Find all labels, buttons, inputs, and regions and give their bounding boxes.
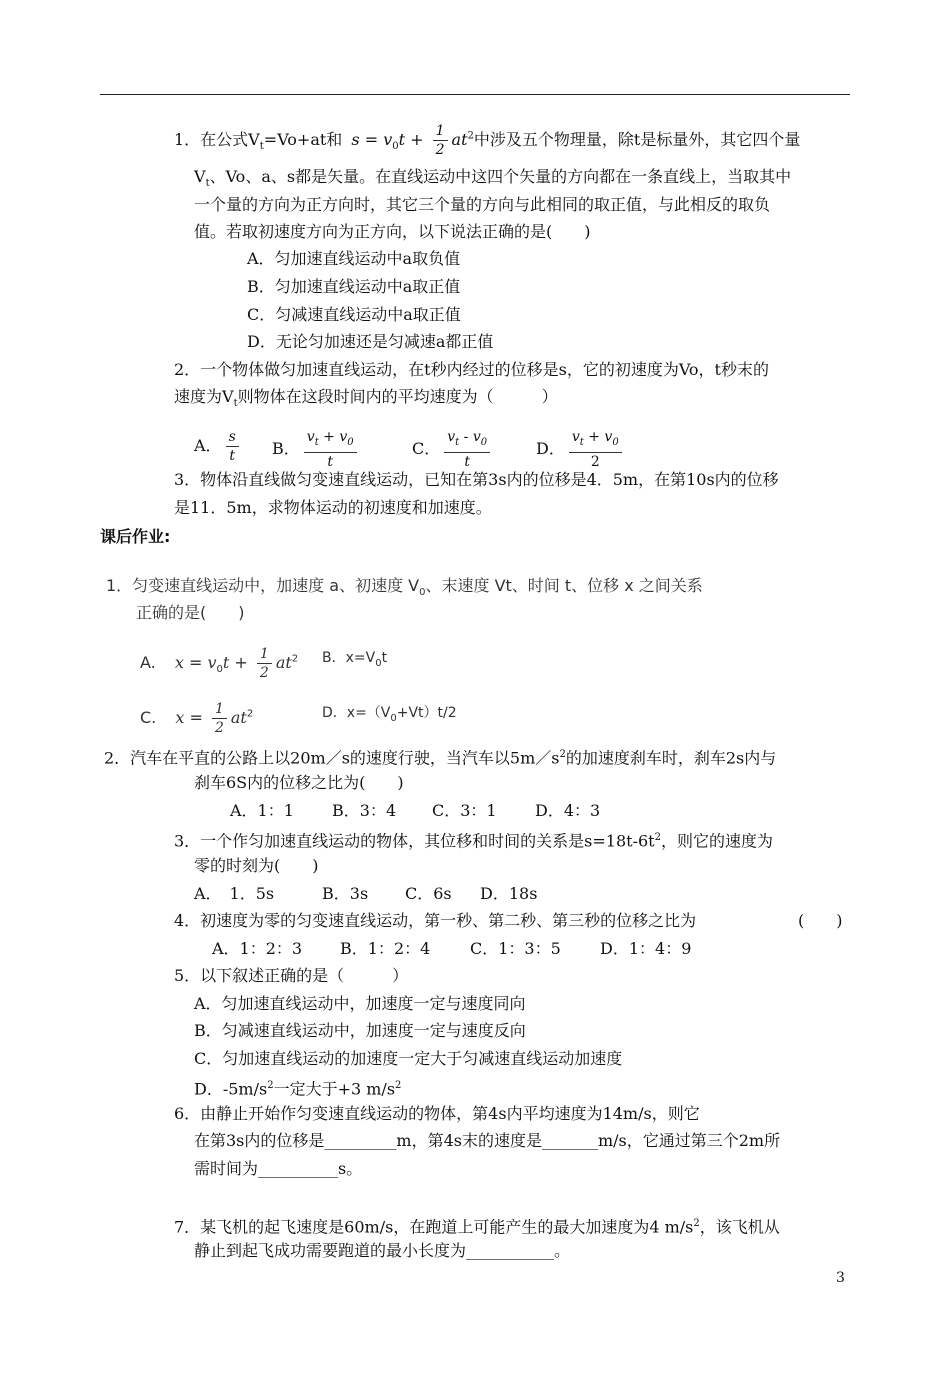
q2-line-2: 速度为$V_t$则物体在这段时间内的平均速度为（ ）: [174, 387, 558, 410]
hw4-answer-paren: ( ): [798, 911, 843, 930]
hw4-option-d: D．1：4：9: [600, 939, 692, 958]
hw1-line-2: 正确的是( ): [136, 603, 245, 622]
q1-option-b: B．匀加速直线运动中a取正值: [247, 277, 461, 296]
q2-option-c: C． $\frac{v_t - v_0}{t}$: [412, 428, 494, 471]
hw5-option-b: B．匀减速直线运动中，加速度一定与速度反向: [194, 1021, 526, 1040]
homework-heading: 课后作业:: [100, 527, 171, 546]
hw7-line-1: 7．某飞机的起飞速度是60m/s，在跑道上可能产生的最大加速度为4 $m/s^2$，该飞机从: [174, 1217, 780, 1237]
q3-line-2: 是11．5m，求物体运动的初速度和加速度。: [174, 498, 492, 517]
hw2-option-c: C．3：1: [432, 801, 497, 820]
hw6-line-1: 6．由静止开始作匀变速直线运动的物体，第4s内平均速度为14m/s，则它: [174, 1104, 700, 1123]
hw4-line-1: 4．初速度为零的匀变速直线运动，第一秒、第二秒、第三秒的位移之比为: [174, 911, 697, 930]
q2-line-1: 2．一个物体做匀加速直线运动，在t秒内经过的位移是s，它的初速度为Vo，t秒末的: [174, 360, 769, 379]
hw2-option-b: B．3：4: [332, 801, 397, 820]
hw6-line-2: 在第3s内的位移是_________m，第4s末的速度是_______m/s，它通过第三个2m所: [194, 1131, 781, 1150]
hw5-option-a: A．匀加速直线运动中，加速度一定与速度同向: [194, 994, 526, 1013]
hw1-option-d: D．$x=(V_0+Vt)t/2$: [322, 705, 457, 724]
q2-option-b: B． $\frac{v_t + v_0}{t}$: [272, 428, 361, 471]
q2-option-d: D． $\frac{v_t + v_0}{2}$: [536, 428, 626, 471]
q1-option-c: C．匀减速直线运动中a取正值: [247, 305, 461, 324]
q1-option-a: A．匀加速直线运动中a取负值: [247, 249, 461, 268]
q2-option-a: A． $\frac{s}{t}$: [194, 428, 243, 465]
q3-line-1: 3．物体沿直线做匀变速直线运动，已知在第3s内的位移是4．5m，在第10s内的位移: [174, 470, 779, 489]
q1-option-d: D．无论匀加速还是匀减速a都正值: [247, 332, 494, 351]
hw3-option-b: B．3s: [322, 884, 369, 903]
hw2-line-1: 2．汽车在平直的公路上以20m／s的速度行驶，当汽车以$5m/s^2$的加速度刹车时，刹车2s内与: [104, 748, 777, 768]
hw5-option-d: D．$-5m/s^2$一定大于+3 $m/s^2$: [194, 1079, 402, 1099]
hw3-option-d: D．18s: [480, 884, 538, 903]
hw6-line-3: 需时间为__________s。: [194, 1159, 363, 1178]
hw3-option-a: A． 1．5s: [194, 884, 275, 903]
hw2-option-a: A．1：1: [230, 801, 294, 820]
hw3-line-2: 零的时刻为( ): [194, 856, 319, 875]
hw3-option-c: C．6s: [405, 884, 452, 903]
hw7-line-2: 静止到起飞成功需要跑道的最小长度为___________。: [194, 1241, 571, 1260]
q1-line-3: 一个量的方向为正方向时，其它三个量的方向与此相同的取正值，与此相反的取负: [194, 195, 771, 214]
q1-line-4: 值。若取初速度方向为正方向，以下说法正确的是( ): [194, 222, 591, 241]
hw1-option-a: A. $x = v_0t$ + $\frac{1}{2}$ $at^2$: [140, 646, 299, 681]
hw4-option-b: B．1：2：4: [340, 939, 431, 958]
hw2-option-d: D．4：3: [535, 801, 601, 820]
hw5-line-1: 5．以下叙述正确的是（ ）: [174, 966, 409, 985]
hw1-option-b: B．$x=V_0t$: [322, 650, 388, 669]
half-fraction: $\frac{1}{2}$: [433, 122, 448, 159]
hw4-option-c: C．1：3：5: [470, 939, 561, 958]
header-rule: [100, 94, 850, 95]
hw1-line-1: 1．匀变速直线运动中，加速度 a、初速度 $V_0$、末速度 Vt、时间 t、位移 x 之间关系: [106, 576, 703, 599]
hw5-option-c: C．匀加速直线运动的加速度一定大于匀减速直线运动加速度: [194, 1049, 623, 1068]
hw4-option-a: A．1：2：3: [212, 939, 303, 958]
q1-line-2: $V_t$、Vo、a、s都是矢量。在直线运动中这四个矢量的方向都在一条直线上，当取其中: [194, 167, 792, 190]
page-number: 3: [836, 1270, 845, 1286]
hw3-line-1: 3．一个作匀加速直线运动的物体，其位移和时间的关系是$s=18t-6t^2$，则它的速度为: [174, 831, 773, 851]
q1-line-1: 1．在公式$V_t=Vo+at$和 $s = v_0t$ + $\frac{1}{2}$ $at^2$中涉及五个物理量，除t是标量外，其它四个量: [174, 123, 801, 158]
hw1-option-c: C. x = $\frac{1}{2}$ $at^2$: [140, 701, 254, 736]
hw2-line-2: 刹车6S内的位移之比为( ): [194, 773, 404, 792]
